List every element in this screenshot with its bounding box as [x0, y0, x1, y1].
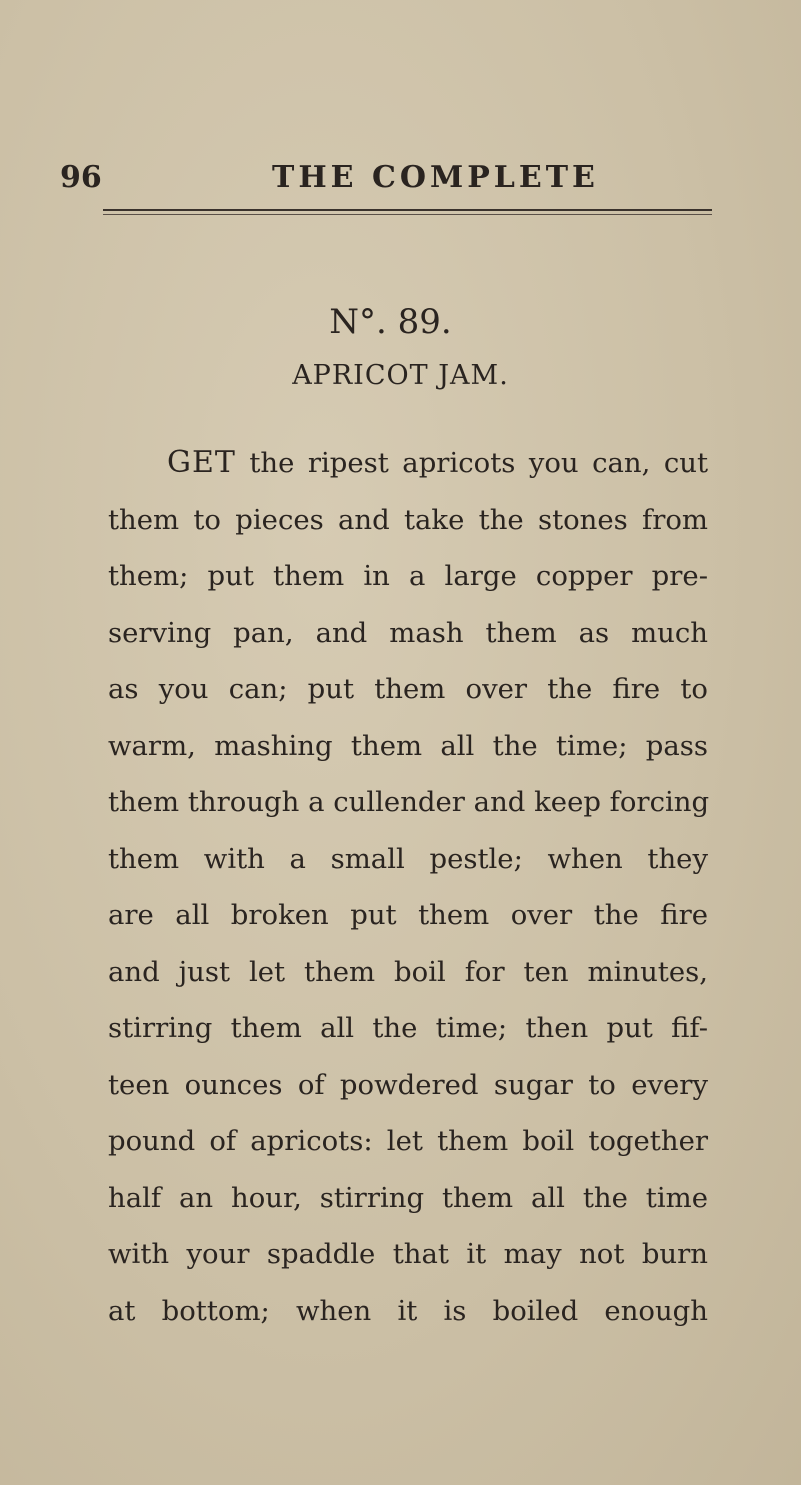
text-line: them with a small pestle; when they: [108, 842, 708, 875]
text-line: and just let them boil for ten minutes,: [108, 955, 708, 988]
running-head: [60, 158, 720, 198]
text-line: warm, mashing them all the time; pass: [108, 729, 708, 762]
line-text: the ripest apricots you can, cut: [235, 447, 708, 479]
header-rule-secondary: [103, 214, 712, 215]
text-line: are all broken put them over the fire: [108, 899, 708, 931]
text-line: them to pieces and take the stones from: [108, 503, 708, 536]
running-title: THE COMPLETE: [272, 160, 599, 195]
recipe-title: APRICOT JAM.: [292, 360, 509, 391]
text-line: teen ounces of powdered sugar to every: [108, 1068, 708, 1101]
text-line: them; put them in a large copper pre-: [108, 560, 708, 592]
text-line: at bottom; when it is boiled enough: [108, 1294, 708, 1327]
text-line: pound of apricots: let them boil together: [108, 1125, 708, 1157]
text-line: with your spaddle that it may not burn: [108, 1238, 708, 1270]
recipe-number: N°. 89.: [329, 302, 452, 342]
text-line: half an hour, stirring them all the time: [108, 1181, 708, 1214]
text-line: [167, 435, 708, 491]
page-number: 96: [60, 160, 102, 195]
header-rule: [103, 209, 712, 211]
text-line: stirring them all the time; then put fif-: [108, 1012, 708, 1044]
text-line: as you can; put them over the fire to: [108, 673, 708, 705]
first-word: GET: [167, 445, 236, 480]
text-line: them through a cullender and keep forcing: [108, 786, 710, 818]
text-line: serving pan, and mash them as much: [108, 616, 708, 649]
